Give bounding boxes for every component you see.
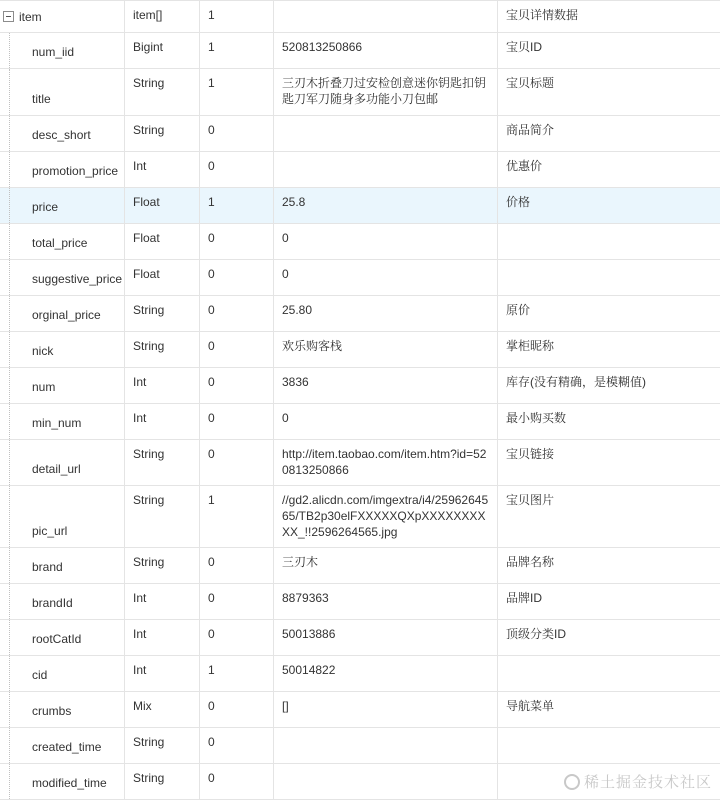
- field-type: String: [125, 728, 200, 763]
- field-description: 最小购买数: [498, 404, 720, 439]
- tree-guide-line: [9, 440, 10, 485]
- field-type: Int: [125, 620, 200, 655]
- field-example: 三刃木: [274, 548, 498, 583]
- tree-guide-line: [9, 152, 10, 187]
- field-name-cell: [0, 440, 125, 485]
- field-description: 导航菜单: [498, 692, 720, 727]
- table-row[interactable]: [0, 188, 720, 224]
- field-example: 25.80: [274, 296, 498, 331]
- field-name-cell: [0, 656, 125, 691]
- field-example: 50014822: [274, 656, 498, 691]
- field-description: 品牌ID: [498, 584, 720, 619]
- watermark-text: 稀土掘金技术社区: [584, 771, 712, 792]
- field-required: 1: [200, 1, 274, 32]
- field-name-cell: [0, 260, 125, 295]
- field-name-cell: [0, 548, 125, 583]
- tree-guide-line: [9, 368, 10, 403]
- field-type: String: [125, 548, 200, 583]
- table-row[interactable]: [0, 152, 720, 188]
- field-name: created_time: [0, 739, 101, 763]
- table-row[interactable]: [0, 296, 720, 332]
- field-required: 0: [200, 728, 274, 763]
- field-description: 宝贝详情数据: [498, 1, 720, 32]
- field-name-cell: [0, 486, 125, 547]
- field-type: Bigint: [125, 33, 200, 68]
- field-example: 0: [274, 404, 498, 439]
- collapse-toggle-icon[interactable]: [3, 11, 14, 22]
- field-description: [498, 260, 720, 295]
- field-name: min_num: [0, 415, 81, 439]
- field-name-cell: [0, 224, 125, 259]
- tree-guide-line: [9, 584, 10, 619]
- table-row[interactable]: [0, 548, 720, 584]
- field-required: 0: [200, 692, 274, 727]
- field-name: item: [19, 9, 42, 25]
- field-required: 1: [200, 188, 274, 223]
- field-name-cell: [0, 620, 125, 655]
- field-example: [274, 116, 498, 151]
- field-description: 宝贝ID: [498, 33, 720, 68]
- tree-guide-line: [9, 69, 10, 115]
- field-name: modified_time: [0, 775, 107, 799]
- field-example: 8879363: [274, 584, 498, 619]
- field-name-cell: [0, 296, 125, 331]
- field-name-cell: [0, 584, 125, 619]
- field-type: Int: [125, 404, 200, 439]
- field-name: brand: [0, 559, 63, 583]
- field-description: 优惠价: [498, 152, 720, 187]
- field-example: []: [274, 692, 498, 727]
- field-description: 价格: [498, 188, 720, 223]
- field-example: //gd2.alicdn.com/imgextra/i4/2596264565/TB2p30elFXXXXXQXpXXXXXXXXXX_!!2596264565.jpg: [274, 486, 498, 547]
- field-name: pic_url: [0, 523, 67, 547]
- field-description: 宝贝链接: [498, 440, 720, 485]
- field-name-cell: [0, 69, 125, 115]
- field-type: String: [125, 116, 200, 151]
- field-required: 0: [200, 332, 274, 367]
- field-description: 库存(没有精确，是模糊值): [498, 368, 720, 403]
- field-name-cell: [0, 764, 125, 799]
- field-example: [274, 1, 498, 32]
- table-row[interactable]: [0, 332, 720, 368]
- field-example: [274, 764, 498, 799]
- tree-guide-line: [9, 486, 10, 547]
- field-type: String: [125, 440, 200, 485]
- tree-guide-line: [9, 404, 10, 439]
- field-name-cell: [0, 728, 125, 763]
- field-name: brandId: [0, 595, 73, 619]
- field-description: [498, 728, 720, 763]
- table-row[interactable]: [0, 224, 720, 260]
- field-type: String: [125, 332, 200, 367]
- field-type: String: [125, 486, 200, 547]
- field-type: String: [125, 764, 200, 799]
- field-description: [498, 656, 720, 691]
- field-required: 1: [200, 656, 274, 691]
- field-name: suggestive_price: [0, 271, 122, 295]
- table-row[interactable]: [0, 656, 720, 692]
- field-name: cid: [0, 667, 47, 691]
- field-name-cell: [0, 152, 125, 187]
- field-example: 0: [274, 224, 498, 259]
- field-description: 宝贝标题: [498, 69, 720, 115]
- field-example: [274, 728, 498, 763]
- table-row[interactable]: [0, 33, 720, 69]
- table-row[interactable]: [0, 692, 720, 728]
- field-description: 品牌名称: [498, 548, 720, 583]
- field-description: 商品简介: [498, 116, 720, 151]
- field-name: title: [0, 91, 51, 115]
- field-example: [274, 152, 498, 187]
- field-name: detail_url: [0, 461, 81, 485]
- field-required: 0: [200, 620, 274, 655]
- field-example: 3836: [274, 368, 498, 403]
- watermark: [564, 771, 712, 792]
- tree-guide-line: [9, 692, 10, 727]
- table-row[interactable]: [0, 116, 720, 152]
- field-type: Int: [125, 152, 200, 187]
- field-type: Int: [125, 584, 200, 619]
- field-type: Mix: [125, 692, 200, 727]
- tree-guide-line: [9, 728, 10, 763]
- table-row[interactable]: [0, 440, 720, 486]
- field-name-cell: [0, 404, 125, 439]
- tree-guide-line: [9, 296, 10, 331]
- field-name: nick: [0, 343, 53, 367]
- table-row[interactable]: [0, 69, 720, 116]
- field-name: rootCatId: [0, 631, 81, 655]
- field-example: 50013886: [274, 620, 498, 655]
- field-name: price: [0, 199, 58, 223]
- field-type: Float: [125, 188, 200, 223]
- field-example: 三刃木折叠刀过安检创意迷你钥匙扣钥匙刀军刀随身多功能小刀包邮: [274, 69, 498, 115]
- table-row[interactable]: [0, 368, 720, 404]
- field-name-cell: [0, 368, 125, 403]
- field-example: 0: [274, 260, 498, 295]
- field-name-cell: [0, 116, 125, 151]
- field-name: total_price: [0, 235, 87, 259]
- tree-guide-line: [9, 224, 10, 259]
- table-row[interactable]: [0, 486, 720, 548]
- field-name: desc_short: [0, 127, 91, 151]
- field-name-cell: [0, 692, 125, 727]
- field-required: 0: [200, 296, 274, 331]
- field-description: 原价: [498, 296, 720, 331]
- table-row[interactable]: [0, 260, 720, 296]
- field-name-cell: [0, 1, 125, 32]
- field-name: crumbs: [0, 703, 71, 727]
- field-required: 1: [200, 33, 274, 68]
- tree-guide-line: [9, 332, 10, 367]
- table-row[interactable]: [0, 728, 720, 764]
- table-row[interactable]: [0, 404, 720, 440]
- field-type: Float: [125, 260, 200, 295]
- field-name: promotion_price: [0, 163, 118, 187]
- tree-guide-line: [9, 188, 10, 223]
- field-type: String: [125, 296, 200, 331]
- field-required: 1: [200, 486, 274, 547]
- field-name: orginal_price: [0, 307, 101, 331]
- field-required: 0: [200, 152, 274, 187]
- tree-guide-line: [9, 620, 10, 655]
- field-description: 掌柜昵称: [498, 332, 720, 367]
- field-description: 顶级分类ID: [498, 620, 720, 655]
- field-description: [498, 224, 720, 259]
- field-name: num: [0, 379, 55, 403]
- field-description: 宝贝图片: [498, 486, 720, 547]
- field-name-cell: [0, 188, 125, 223]
- field-required: 1: [200, 69, 274, 115]
- tree-guide-line: [9, 33, 10, 68]
- field-example: 520813250866: [274, 33, 498, 68]
- field-name-cell: [0, 332, 125, 367]
- table-row[interactable]: [0, 584, 720, 620]
- field-type: Float: [125, 224, 200, 259]
- field-name: num_iid: [0, 44, 74, 68]
- field-required: 0: [200, 764, 274, 799]
- field-required: 0: [200, 584, 274, 619]
- table-row[interactable]: [0, 1, 720, 33]
- field-required: 0: [200, 368, 274, 403]
- field-required: 0: [200, 224, 274, 259]
- field-example: 欢乐购客栈: [274, 332, 498, 367]
- field-required: 0: [200, 404, 274, 439]
- field-type: item[]: [125, 1, 200, 32]
- field-required: 0: [200, 548, 274, 583]
- field-required: 0: [200, 116, 274, 151]
- field-required: 0: [200, 440, 274, 485]
- field-required: 0: [200, 260, 274, 295]
- tree-guide-line: [9, 764, 10, 799]
- juejin-logo-icon: [564, 774, 580, 790]
- field-example: 25.8: [274, 188, 498, 223]
- tree-guide-line: [9, 548, 10, 583]
- tree-guide-line: [9, 656, 10, 691]
- field-type: String: [125, 69, 200, 115]
- field-type: Int: [125, 368, 200, 403]
- field-name-cell: [0, 33, 125, 68]
- tree-guide-line: [9, 116, 10, 151]
- tree-guide-line: [9, 260, 10, 295]
- table-row[interactable]: [0, 620, 720, 656]
- field-example: http://item.taobao.com/item.htm?id=520813250866: [274, 440, 498, 485]
- field-type: Int: [125, 656, 200, 691]
